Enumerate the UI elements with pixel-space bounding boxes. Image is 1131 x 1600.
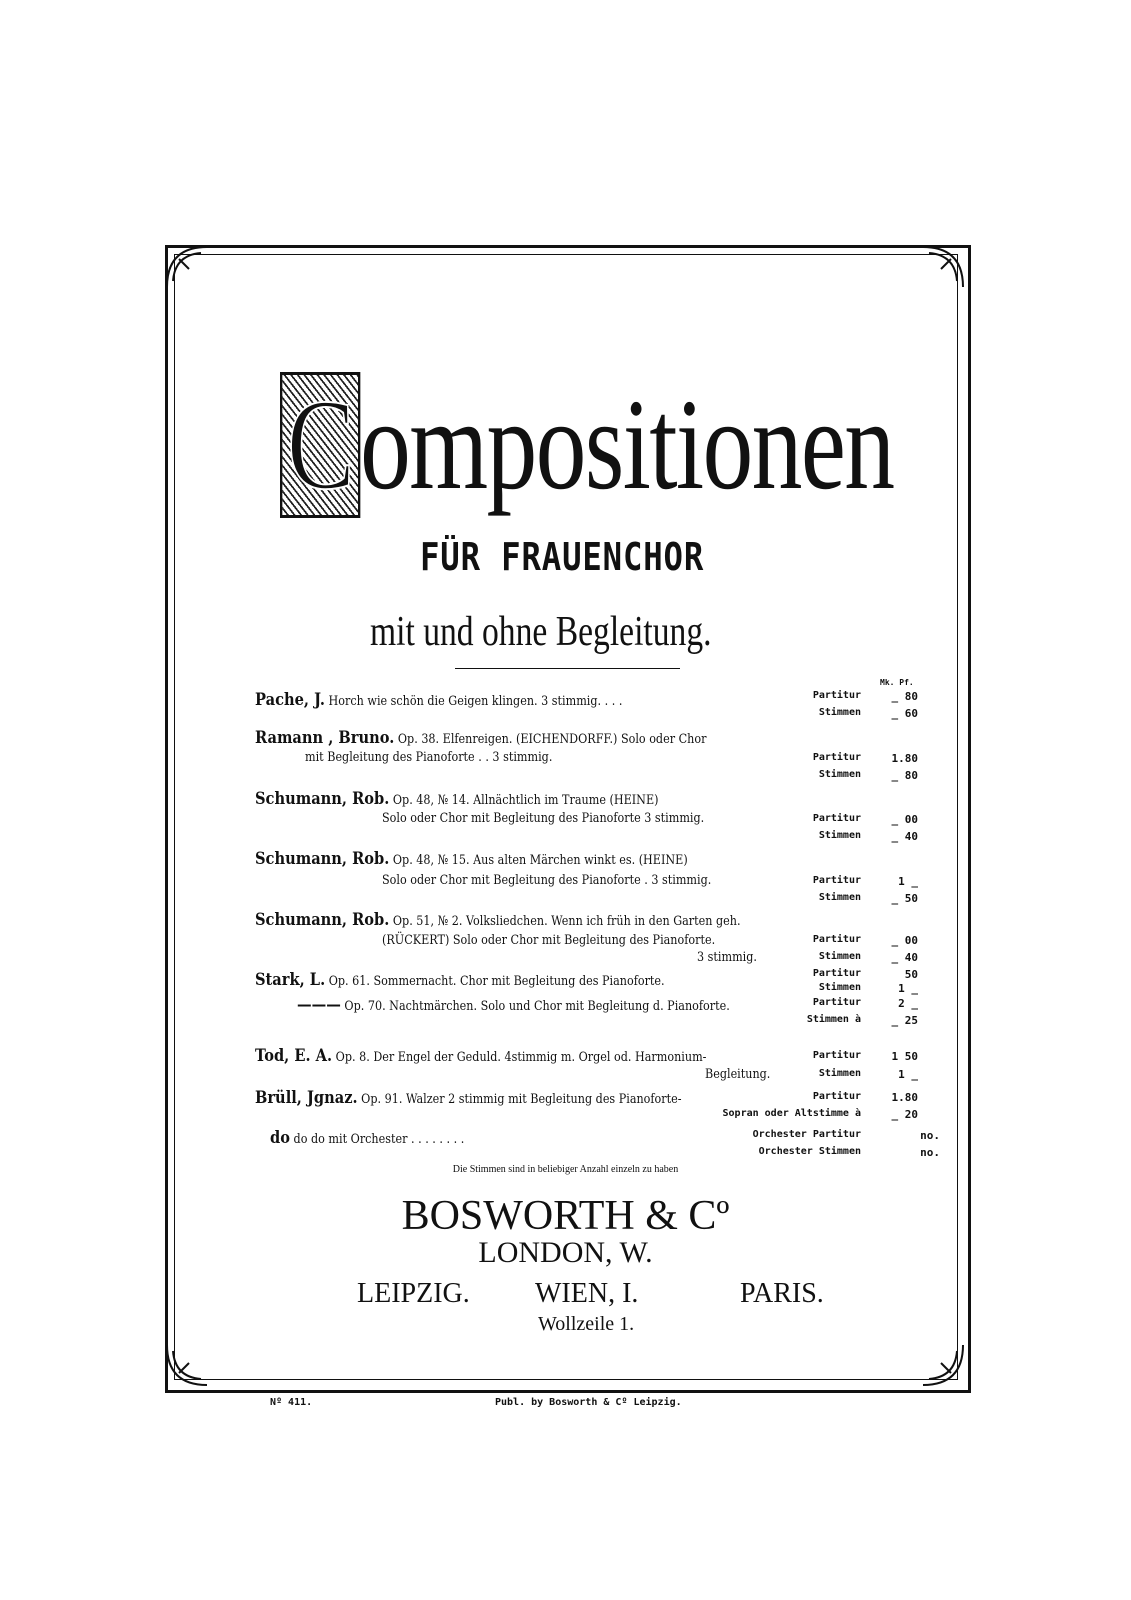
entry-line	[255, 690, 622, 710]
work-title: Horch wie schön die Geigen klingen. 3 stimmig. . . .	[328, 694, 623, 709]
price-label: Partitur	[812, 690, 861, 701]
price-label: Partitur	[812, 934, 861, 945]
price-value: 1 50	[891, 1050, 918, 1063]
composer-name: Schumann, Rob.	[255, 849, 390, 869]
price-label: Partitur	[812, 968, 861, 979]
price-value: _ 00	[891, 934, 918, 947]
price-value: 1 _	[898, 982, 918, 995]
entry-line	[255, 1088, 682, 1108]
composer-name: Tod, E. A.	[255, 1046, 333, 1066]
entry-line	[255, 910, 741, 930]
price-value: _ 80	[891, 690, 918, 703]
address: Wollzeile 1.	[538, 1313, 635, 1335]
price-value: _ 20	[891, 1108, 918, 1121]
price-label: Stimmen à	[806, 1014, 861, 1025]
imprint: Publ. by Bosworth & Cº Leipzig.	[495, 1397, 682, 1408]
corner-ornament-icon	[165, 245, 209, 289]
work-title: Op. 61. Sommernacht. Chor mit Begleitung des Pianoforte.	[328, 974, 665, 989]
work-title: Op. 70. Nachtmärchen. Solo und Chor mit Begleitung d. Pianoforte.	[344, 999, 730, 1014]
price-label: Stimmen	[818, 892, 861, 903]
publisher-city: LONDON, W.	[478, 1236, 653, 1269]
price-label: Partitur	[812, 752, 861, 763]
note: Die Stimmen sind in beliebiger Anzahl einzeln zu haben	[452, 1164, 679, 1175]
price-value: _ 40	[891, 951, 918, 964]
ornamental-divider	[455, 668, 680, 669]
decorated-initial: C	[280, 372, 360, 518]
price-value: _ 80	[891, 769, 918, 782]
entry-line	[255, 1046, 706, 1066]
subtitle-accompaniment: mit und ohne Begleitung.	[370, 609, 712, 655]
price-label: Partitur	[812, 875, 861, 886]
price-label: Stimmen	[818, 707, 861, 718]
entry-line	[255, 728, 706, 748]
price-label: Partitur	[812, 997, 861, 1008]
price-label: Stimmen	[818, 769, 861, 780]
price-label: Stimmen	[818, 982, 861, 993]
entry-detail: Begleitung.	[705, 1067, 771, 1082]
price-value: _ 40	[891, 830, 918, 843]
price-label: Stimmen	[818, 1068, 861, 1079]
main-title	[280, 372, 893, 518]
work-title: Op. 48, № 14. Allnächtlich im Traume (HEINE)	[392, 793, 659, 808]
price-value: 1.80	[891, 752, 918, 765]
price-value: no.	[920, 1146, 940, 1159]
price-value: _ 00	[891, 813, 918, 826]
price-label: Stimmen	[818, 830, 861, 841]
price-value: _ 50	[891, 892, 918, 905]
price-label: Orchester Partitur	[752, 1129, 861, 1140]
corner-ornament-icon	[921, 245, 965, 289]
entry-detail: Solo oder Chor mit Begleitung des Pianoforte 3 stimmig.	[382, 811, 705, 826]
currency-header: Mk. Pf.	[880, 678, 914, 687]
entry-detail: Solo oder Chor mit Begleitung des Pianoforte . 3 stimmig.	[382, 873, 712, 888]
plate-number: Nº 411.	[270, 1397, 313, 1408]
composer-name: Schumann, Rob.	[255, 789, 390, 809]
city-wien: WIEN, I.	[535, 1278, 639, 1309]
entry-line	[255, 849, 688, 869]
composer-name: Brüll, Jgnaz.	[255, 1088, 358, 1108]
composer-name: Stark, L.	[255, 970, 326, 990]
subtitle: FÜR FRAUENCHOR	[420, 535, 705, 579]
entry-line	[297, 995, 730, 1015]
entry-detail: mit Begleitung des Pianoforte . . 3 stimmig.	[305, 750, 553, 765]
entry-line	[255, 970, 665, 990]
price-label: Sopran oder Altstimme à	[722, 1108, 861, 1119]
price-value: no.	[920, 1129, 940, 1142]
composer-name: Ramann , Bruno.	[255, 728, 395, 748]
work-title: do do mit Orchester . . . . . . . .	[293, 1132, 465, 1147]
city-paris: PARIS.	[740, 1278, 824, 1309]
work-title: Op. 38. Elfenreigen. (EICHENDORFF.) Solo oder Chor	[397, 732, 707, 747]
work-title: Op. 8. Der Engel der Geduld. 4stimmig m. Orgel od. Harmonium-	[335, 1050, 707, 1065]
entry-line	[255, 789, 659, 809]
composer-name: do	[270, 1128, 290, 1148]
price-label: Partitur	[812, 813, 861, 824]
price-value: 2 _	[898, 997, 918, 1010]
entry-detail: 3 stimmig.	[697, 950, 757, 965]
corner-ornament-icon	[921, 1343, 965, 1387]
price-label: Partitur	[812, 1091, 861, 1102]
work-title: Op. 48, № 15. Aus alten Märchen winkt es. (HEINE)	[392, 853, 688, 868]
price-label: Orchester Stimmen	[758, 1146, 861, 1157]
price-label: Stimmen	[818, 951, 861, 962]
price-label: Partitur	[812, 1050, 861, 1061]
price-value: 50	[904, 968, 918, 981]
composer-name: Pache, J.	[255, 690, 325, 710]
work-title: Op. 51, № 2. Volksliedchen. Wenn ich früh in den Garten geh.	[392, 914, 741, 929]
price-value: _ 60	[891, 707, 918, 720]
entry-detail: (RÜCKERT) Solo oder Chor mit Begleitung des Pianoforte.	[382, 933, 716, 948]
publisher-name: BOSWORTH & Cº	[401, 1193, 730, 1239]
price-value: 1 _	[898, 875, 918, 888]
city-leipzig: LEIPZIG.	[357, 1278, 470, 1309]
title-rest: ompositionen	[360, 373, 894, 517]
price-value: 1 _	[898, 1068, 918, 1081]
price-value: 1.80	[891, 1091, 918, 1104]
entry-line	[270, 1128, 464, 1148]
composer-name: ———	[297, 995, 341, 1015]
price-value: _ 25	[891, 1014, 918, 1027]
composer-name: Schumann, Rob.	[255, 910, 390, 930]
work-title: Op. 91. Walzer 2 stimmig mit Begleitung des Pianoforte-	[361, 1092, 682, 1107]
corner-ornament-icon	[165, 1343, 209, 1387]
